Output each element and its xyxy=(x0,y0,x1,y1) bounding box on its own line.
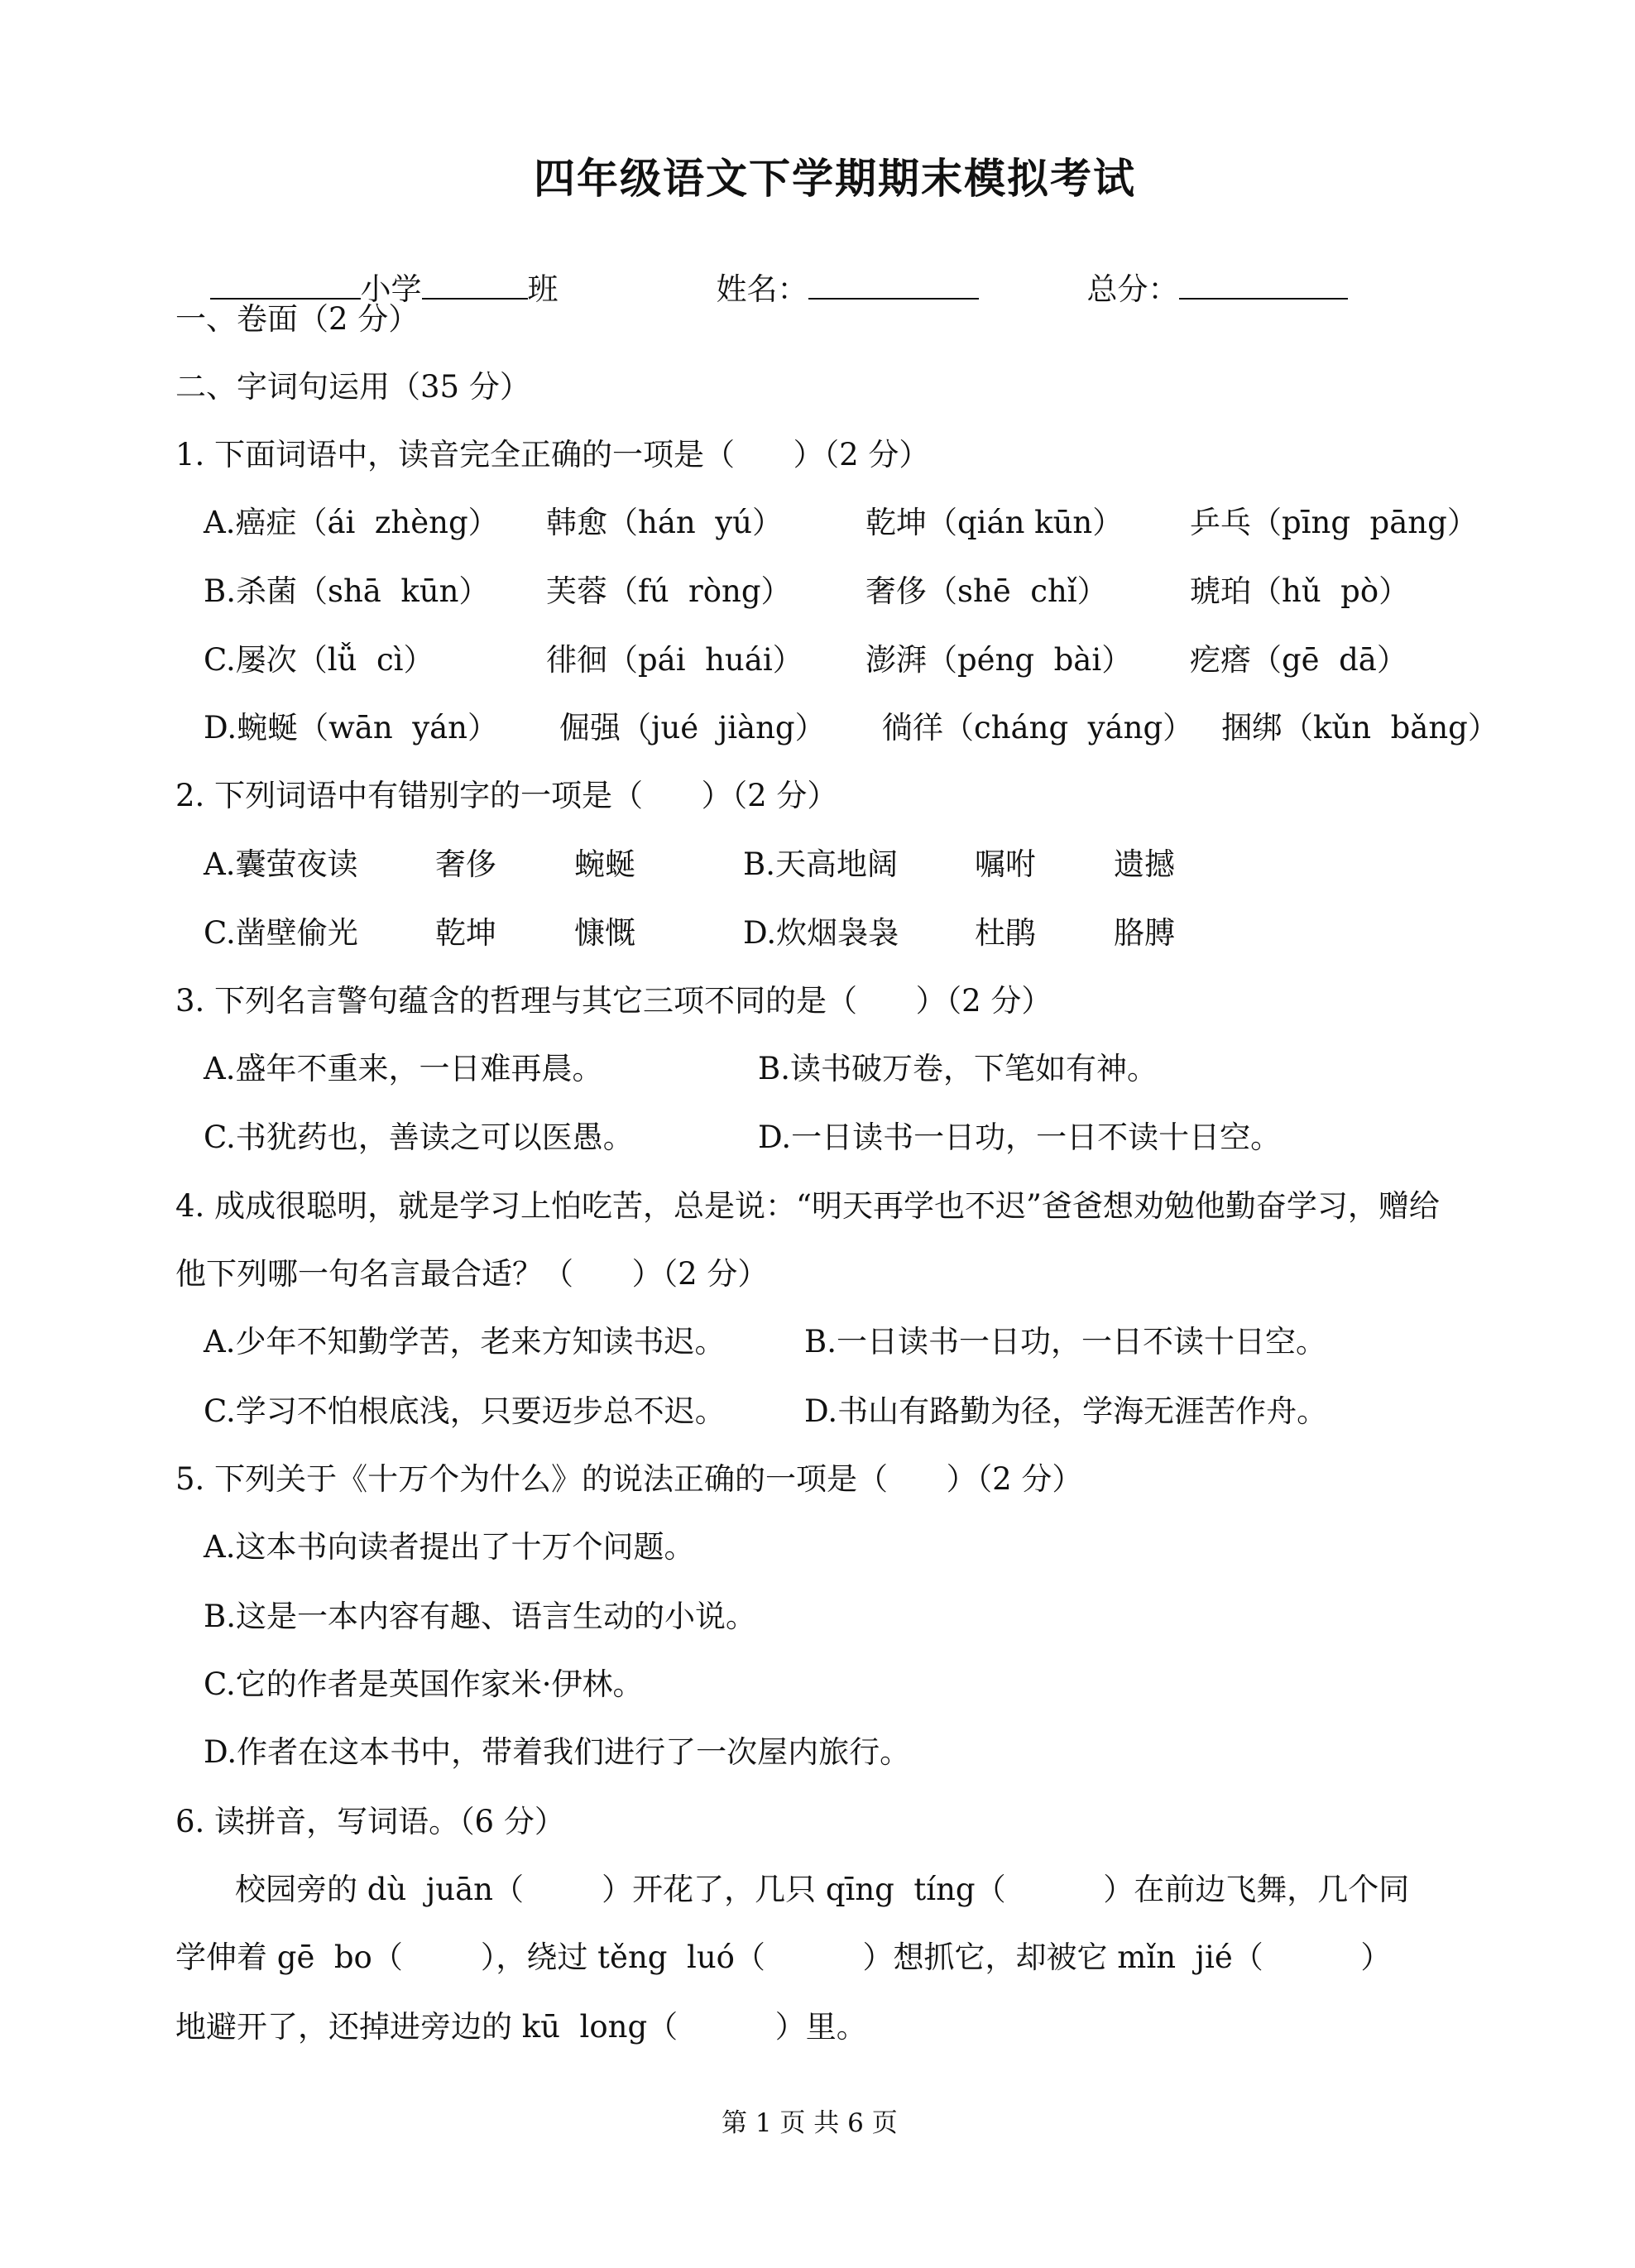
q3-option-a: A.盛年不重来，一日难再晨。 xyxy=(204,1051,603,1086)
q2-option-a: A.囊萤夜读 xyxy=(204,846,358,882)
q1-option-a: A.癌症（ái zhèng） xyxy=(204,505,499,540)
question-1-stem: 1. 下面词语中，读音完全正确的一项是（ ）（2 分） xyxy=(175,437,930,472)
q4-option-c: C.学习不怕根底浅，只要迈步总不迟。 xyxy=(204,1393,726,1429)
q2-option-b-word3: 遗撼 xyxy=(1114,846,1175,882)
class-suffix: 班 xyxy=(527,271,559,307)
q1-option-a-word4: 乒乓（pīng pāng） xyxy=(1190,505,1478,540)
q2-option-b: B.天高地阔 xyxy=(743,846,898,882)
q3-option-b: B.读书破万卷，下笔如有神。 xyxy=(758,1051,1158,1086)
q6-passage-line1: 校园旁的 dù juān（ ）开花了，几只 qīng tíng（ ）在前边飞舞，几个同 xyxy=(235,1872,1410,1907)
q2-option-c-word2: 乾坤 xyxy=(435,915,496,951)
q2-option-d-word3: 胳膊 xyxy=(1114,915,1175,951)
question-4-stem-line2: 他下列哪一句名言最合适？（ ）（2 分） xyxy=(175,1256,769,1292)
question-5-stem: 5. 下列关于《十万个为什么》的说法正确的一项是（ ）（2 分） xyxy=(175,1461,1083,1497)
q2-option-d-word2: 杜鹃 xyxy=(975,915,1036,951)
q5-option-d: D.作者在这本书中，带着我们进行了一次屋内旅行。 xyxy=(204,1734,911,1770)
q1-option-b-word3: 奢侈（shē chǐ） xyxy=(865,573,1108,609)
question-6-stem: 6. 读拼音，写词语。（6 分） xyxy=(175,1804,565,1839)
q1-option-c-word4: 疙瘩（gē dā） xyxy=(1190,642,1407,678)
total-label: 总分： xyxy=(1086,271,1179,307)
q1-option-d-word2: 倔强（jué jiàng） xyxy=(559,710,826,746)
question-3-stem: 3. 下列名言警句蕴含的哲理与其它三项不同的是（ ）（2 分） xyxy=(175,983,1052,1019)
class-blank[interactable] xyxy=(422,270,528,300)
q5-option-b: B.这是一本内容有趣、语言生动的小说。 xyxy=(204,1599,756,1634)
total-blank[interactable] xyxy=(1179,270,1348,300)
q1-option-c-word3: 澎湃（péng bài） xyxy=(865,642,1133,678)
q2-option-c: C.凿壁偷光 xyxy=(204,915,358,951)
name-blank[interactable] xyxy=(808,270,979,300)
q1-option-a-word2: 韩愈（hán yú） xyxy=(546,505,783,540)
page-number: 第 1 页 共 6 页 xyxy=(722,2108,898,2138)
q2-option-c-word3: 慷慨 xyxy=(574,915,635,951)
section-2-heading: 二、字词句运用（35 分） xyxy=(175,369,530,405)
q2-option-d: D.炊烟袅袅 xyxy=(743,915,899,951)
q5-option-a: A.这本书向读者提出了十万个问题。 xyxy=(204,1529,695,1565)
q1-option-b-word4: 琥珀（hǔ pò） xyxy=(1190,573,1410,609)
q1-option-c: C.屡次（lǚ cì） xyxy=(204,642,434,678)
q4-option-d: D.书山有路勤为径，学海无涯苦作舟。 xyxy=(804,1393,1328,1429)
q1-option-d-word3: 徜徉（cháng yáng） xyxy=(882,710,1194,746)
q1-option-d: D.蜿蜒（wān yán） xyxy=(204,710,498,746)
q2-option-a-word3: 蜿蜒 xyxy=(574,846,635,882)
question-4-stem-line1: 4. 成成很聪明，就是学习上怕吃苦，总是说：“明天再学也不迟”爸爸想劝勉他勤奋学习，赠给 xyxy=(175,1188,1440,1224)
section-1-heading: 一、卷面（2 分） xyxy=(175,301,420,337)
q1-option-a-word3: 乾坤（qián kūn） xyxy=(865,505,1124,540)
q5-option-c: C.它的作者是英国作家米·伊林。 xyxy=(204,1666,644,1702)
q2-option-b-word2: 嘱咐 xyxy=(975,846,1036,882)
q6-passage-line2: 学伸着 gē bo（ ），绕过 těng luó（ ）想抓它，却被它 mǐn jié（ ） xyxy=(175,1940,1392,1975)
q3-option-c: C.书犹药也，善读之可以医愚。 xyxy=(204,1120,634,1155)
q1-option-c-word2: 徘徊（pái huái） xyxy=(546,642,803,678)
q3-option-d: D.一日读书一日功，一日不读十日空。 xyxy=(758,1120,1282,1155)
q6-passage-line3: 地避开了，还掉进旁边的 kū long（ ）里。 xyxy=(175,2009,867,2045)
name-label: 姓名： xyxy=(716,271,808,307)
total-field[interactable] xyxy=(1067,233,1348,308)
question-2-stem: 2. 下列词语中有错别字的一项是（ ）（2 分） xyxy=(175,778,838,813)
q1-option-d-word4: 捆绑（kǔn bǎng） xyxy=(1221,710,1498,746)
q4-option-b: B.一日读书一日功，一日不读十日空。 xyxy=(804,1324,1326,1359)
q1-option-b-word2: 芙蓉（fú ròng） xyxy=(546,573,792,609)
page-title: 四年级语文下学期期末模拟考试 xyxy=(534,154,1136,203)
q1-option-b: B.杀菌（shā kūn） xyxy=(204,573,490,609)
q2-option-a-word2: 奢侈 xyxy=(435,846,496,882)
q4-option-a: A.少年不知勤学苦，老来方知读书迟。 xyxy=(204,1324,726,1359)
school-blank[interactable] xyxy=(210,270,361,300)
school-field[interactable] xyxy=(190,233,559,308)
name-field[interactable] xyxy=(697,233,979,308)
school-suffix: 小学 xyxy=(360,271,422,307)
